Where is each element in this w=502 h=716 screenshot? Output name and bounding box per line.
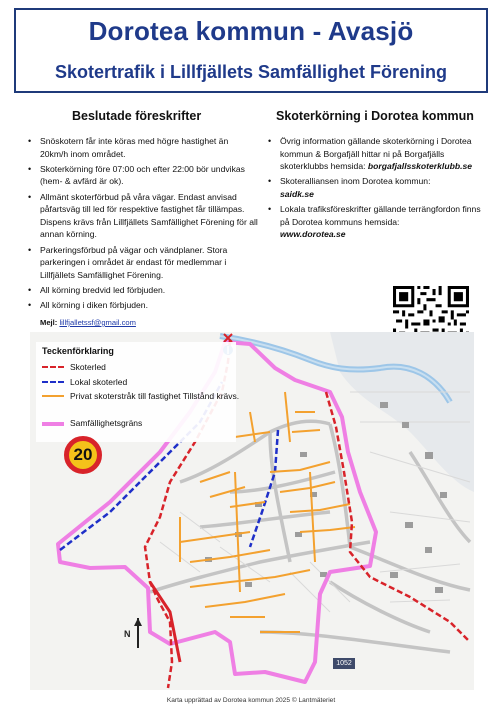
north-label: N <box>124 629 131 639</box>
rule-item: • Parkeringsförbud på vägar och vändplaner. Stora parkeringen i området är endast för medlemmar i Lillfjällets Samfällighet Förening. <box>26 244 258 282</box>
info-item <box>266 203 488 241</box>
road-number-badge: 1052 <box>333 658 355 669</box>
legend-swatch <box>42 366 64 368</box>
rule-item: • Allmänt skoterförbud på våra vägar. Endast anvisad påfartsväg till led för respektive fastighet får tillämpas. Dispens krävs från Lillfjällets Samfällighet Förening för all annan körning. <box>26 191 258 241</box>
right-column-heading: Skoterkörning i Dorotea kommun <box>276 109 474 123</box>
legend-swatch <box>42 422 64 426</box>
rule-item: • Skoterkörning före 07:00 och efter 22:00 bör undvikas (hem- & avfärd är ok). <box>26 163 258 188</box>
info-text: Skoteralliansen inom Dorotea kommun: <box>280 176 431 187</box>
mail-link[interactable]: lillfjalletssf@gmail.com <box>59 318 136 327</box>
map-legend <box>36 342 240 442</box>
speed-limit-sign-icon: 20 <box>64 436 102 474</box>
dorotea-link[interactable]: www.dorotea.se <box>280 229 346 240</box>
map-credit: Karta upprättad av Dorotea kommun 2025 © Lantmäteriet <box>166 697 336 704</box>
legend-label: Lokal skoterled <box>70 377 128 387</box>
info-list <box>266 135 488 244</box>
legend-label: Privat skoterstråk till fastighet Tillstånd krävs. <box>70 391 240 401</box>
left-column-heading: Beslutade föreskrifter <box>72 109 202 123</box>
rule-item: • Snöskotern får inte köras med högre hastighet än 20km/h inom området. <box>26 135 258 160</box>
info-item <box>266 135 488 173</box>
rules-list <box>26 135 258 314</box>
mail-line <box>40 318 136 327</box>
info-item <box>266 175 488 200</box>
saidk-link[interactable]: saidk.se <box>280 188 314 199</box>
title-banner <box>14 8 488 93</box>
page-subtitle: Skotertrafik i Lillfjällets Samfällighet Förening <box>54 62 448 82</box>
info-text: Lokala trafiksföreskrifter gällande terrängfordon finns på Dorotea kommuns hemsida: <box>280 204 481 227</box>
legend-label: Skoterled <box>70 362 106 372</box>
rule-item: • All körning i diken förbjuden. <box>26 299 258 312</box>
rule-item: • All körning bredvid led förbjuden. <box>26 284 258 297</box>
legend-title: Teckenförklaring <box>42 346 114 356</box>
page-title: Dorotea kommun - Avasjö <box>88 16 414 46</box>
mail-label: Mejl: <box>40 318 58 327</box>
club-link[interactable]: borgafjallsskoterklubb.se <box>367 161 473 172</box>
north-arrow-icon <box>118 616 146 650</box>
legend-swatch <box>42 381 64 383</box>
legend-label: Samfällighetsgräns <box>70 418 143 428</box>
info-text: Övrig information gällande skoterkörning i Dorotea kommun & Borgafjäll hittar ni på Borgafjälls skoterklubbs hemsida: <box>280 136 472 172</box>
legend-swatch <box>42 395 64 397</box>
